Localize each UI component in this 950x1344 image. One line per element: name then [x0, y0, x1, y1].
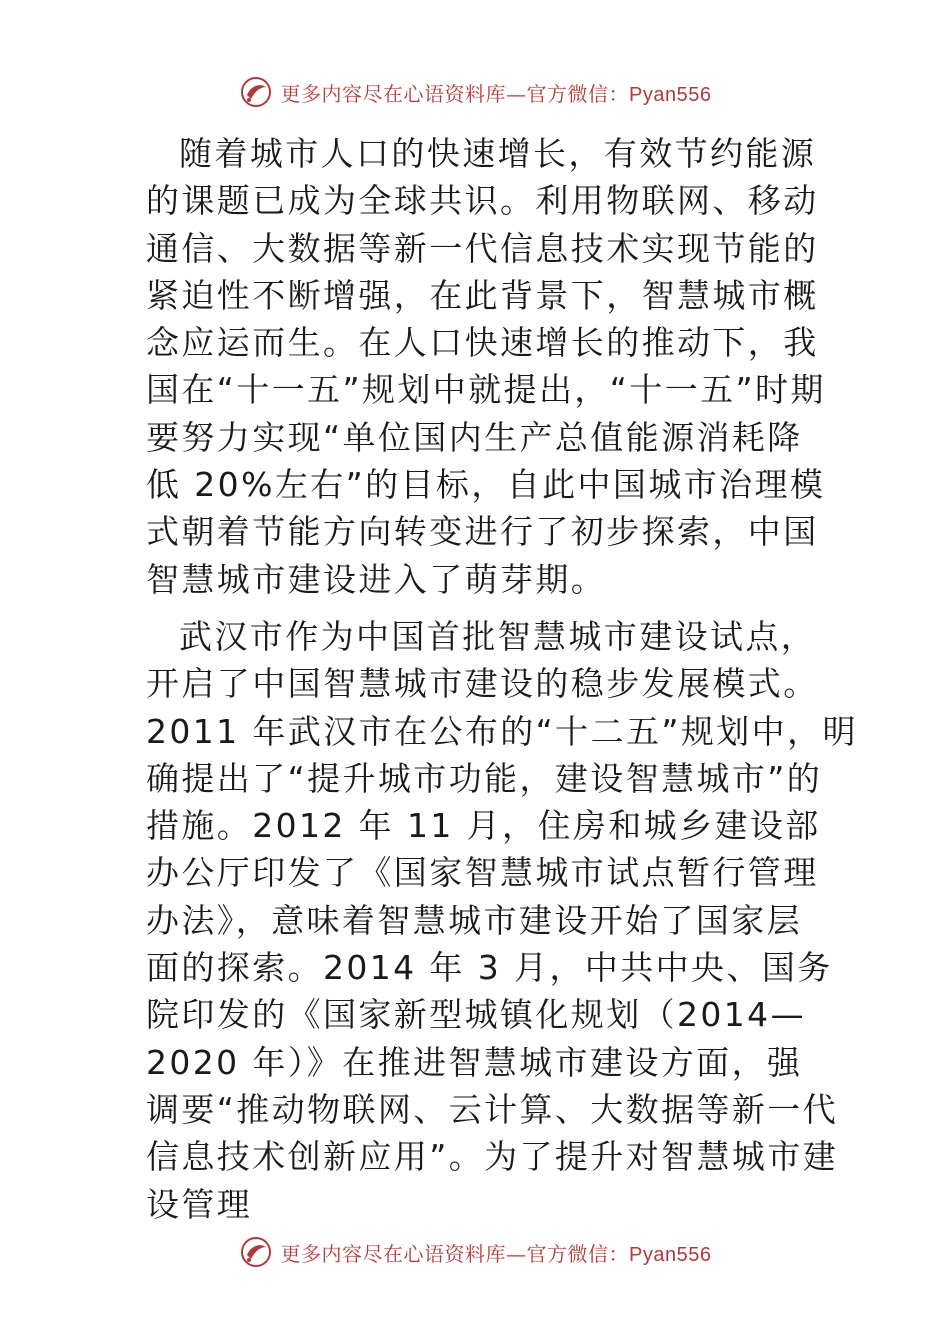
text-line: 智慧城市建设进入了萌芽期。 [146, 559, 607, 599]
banner-label: 更多内容尽在心语资料库—官方微信： [280, 1241, 630, 1266]
banner-text [281, 1238, 712, 1267]
text-line: 低 20%左右”的目标，自此中国城市治理模 [146, 465, 826, 505]
paragraph-2 [146, 613, 858, 1228]
text-line: 紧迫性不断增强，在此背景下，智慧城市概 [146, 275, 819, 315]
text-line: 国在“十一五”规划中就提出，“十一五”时期 [146, 370, 826, 410]
text-line: 院印发的《国家新型城镇化规划（2014— [146, 995, 806, 1035]
text-line: 调要“推动物联网、云计算、大数据等新一代 [146, 1089, 839, 1129]
library-logo-icon [239, 1235, 273, 1269]
text-line: 设管理 [146, 1184, 253, 1224]
text-line: 办公厅印发了《国家智慧城市试点暂行管理 [146, 853, 819, 893]
text-line: 2011 年武汉市在公布的“十二五”规划中，明 [146, 711, 858, 751]
text-line: 办法》，意味着智慧城市建设开始了国家层 [146, 900, 803, 940]
text-line: 通信、大数据等新一代信息技术实现节能的 [146, 228, 819, 268]
document-body [146, 130, 858, 1238]
banner-label: 更多内容尽在心语资料库—官方微信： [280, 81, 630, 106]
wechat-id: Pyan556 [629, 1243, 712, 1266]
text-line: 2020 年）》在推进智慧城市建设方面，强 [146, 1042, 803, 1082]
text-line: 开启了中国智慧城市建设的稳步发展模式。 [146, 664, 819, 704]
footer-banner [0, 1232, 950, 1272]
library-logo-icon [239, 75, 273, 109]
text-line: 武汉市作为中国首批智慧城市建设试点， [179, 616, 817, 656]
text-line: 随着城市人口的快速增长，有效节约能源 [179, 134, 817, 173]
text-line: 措施。2012 年 11 月，住房和城乡建设部 [146, 806, 821, 846]
banner-text [281, 78, 712, 107]
text-line: 面的探索。2014 年 3 月，中共中央、国务 [146, 948, 833, 988]
text-line: 要努力实现“单位国内生产总值能源消耗降 [146, 417, 803, 457]
text-line: 式朝着节能方向转变进行了初步探索，中国 [146, 512, 819, 552]
text-line: 确提出了“提升城市功能，建设智慧城市”的 [146, 758, 823, 798]
paragraph-1 [146, 130, 826, 603]
header-banner [0, 72, 950, 112]
text-line: 信息技术创新应用”。为了提升对智慧城市建 [146, 1137, 839, 1177]
text-line: 的课题已成为全球共识。利用物联网、移动 [146, 181, 819, 221]
wechat-id: Pyan556 [629, 83, 712, 106]
text-line: 念应运而生。在人口快速增长的推动下，我 [146, 323, 819, 363]
